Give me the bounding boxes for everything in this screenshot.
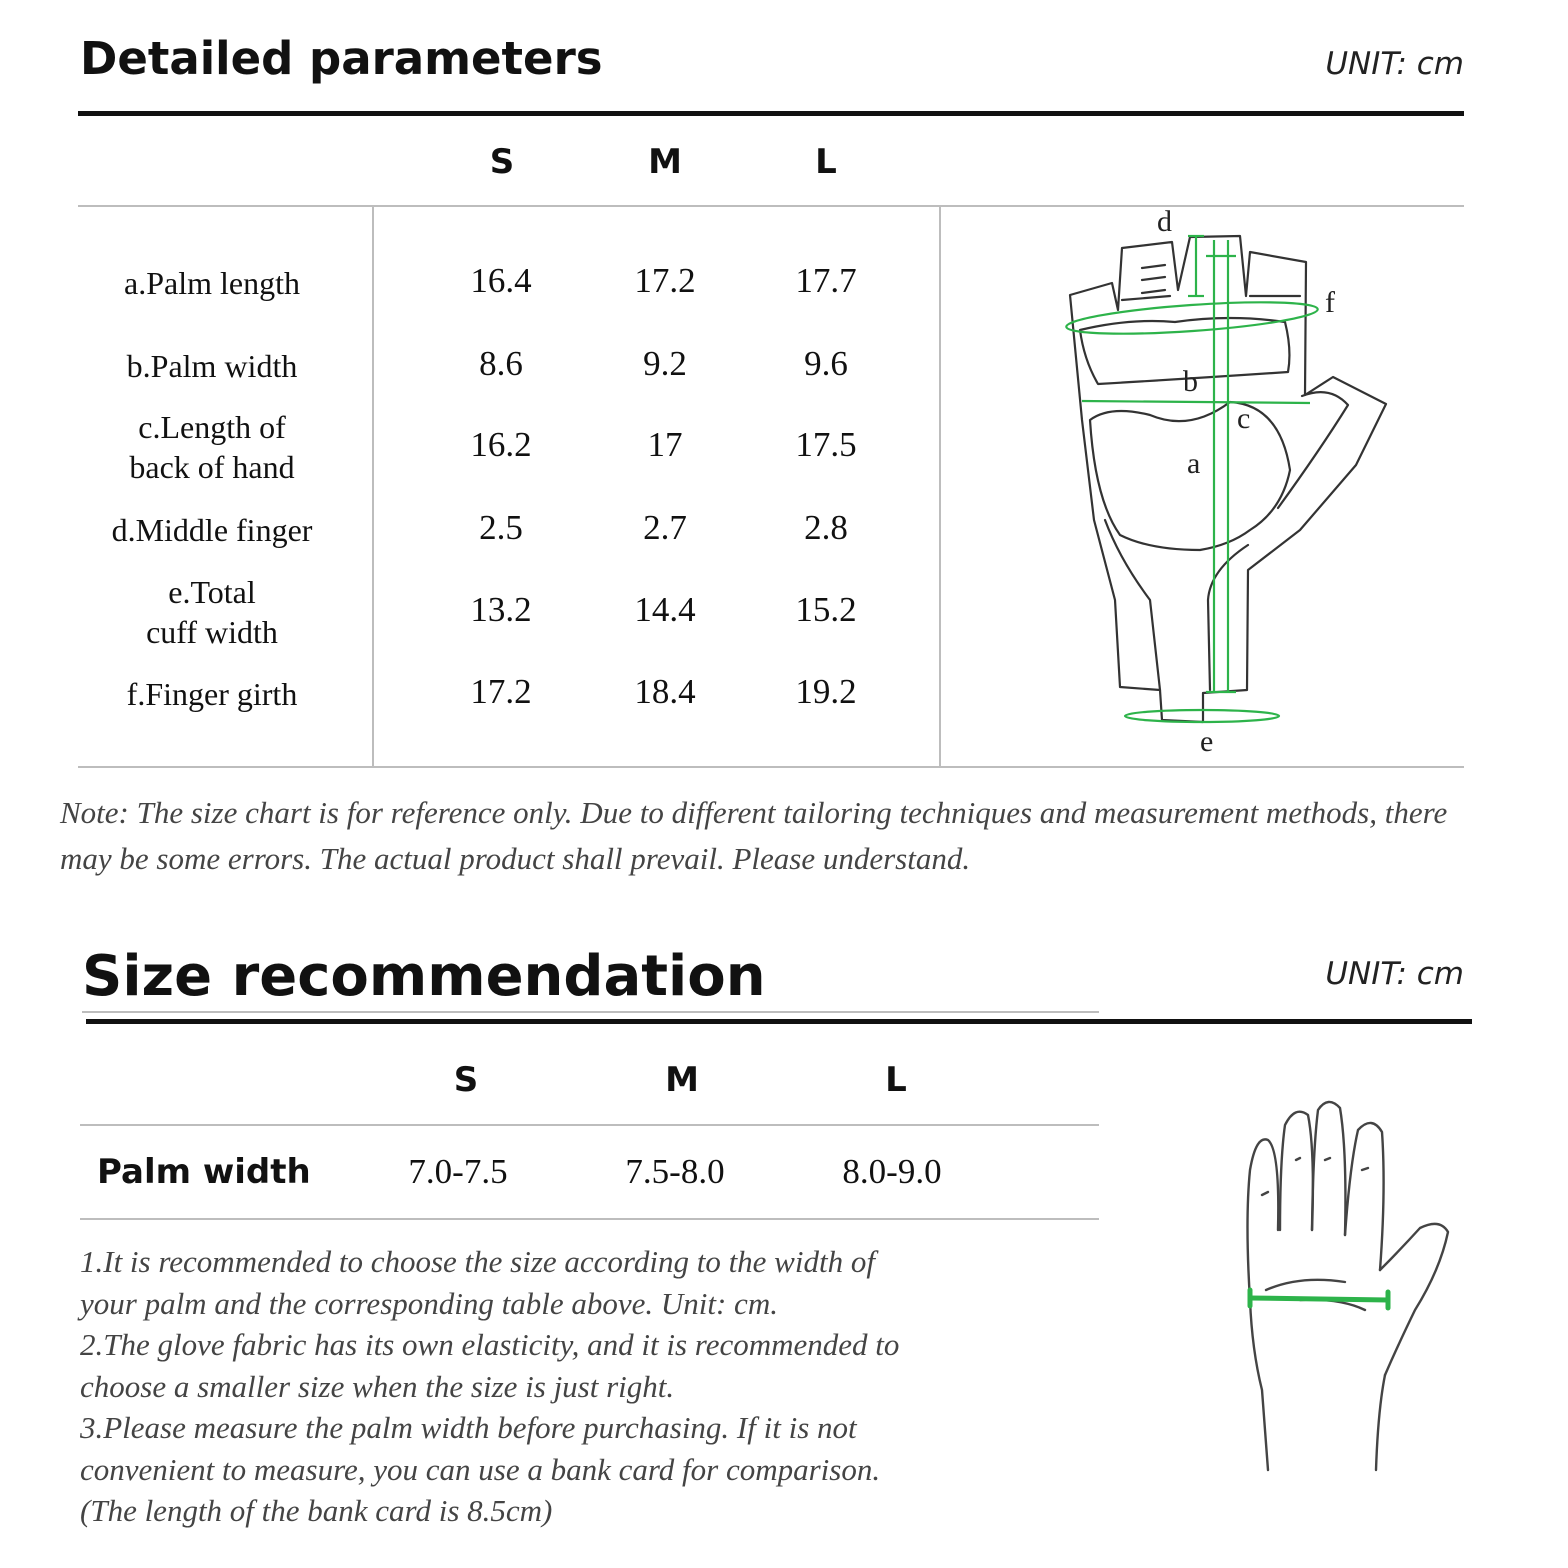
rec-size-header-s: S — [453, 1060, 479, 1100]
diagram-letter-f: f — [1325, 286, 1335, 319]
rec-size-header-l: L — [885, 1060, 907, 1100]
diagram-letter-c: c — [1237, 402, 1251, 435]
rec-note-line: your palm and the corresponding table above. Unit: cm. — [80, 1285, 778, 1321]
glove-measurement-diagram — [1040, 200, 1420, 765]
cell-value: 2.5 — [479, 508, 523, 547]
cell-value: 13.2 — [470, 590, 532, 629]
cell-value: 17.2 — [470, 672, 532, 711]
cell-value: 2.8 — [804, 508, 848, 547]
diagram-letter-a: a — [1187, 447, 1201, 480]
rec-value-s: 7.0-7.5 — [408, 1152, 508, 1191]
cell-value: 9.6 — [804, 344, 848, 383]
cell-value: 15.2 — [795, 590, 857, 629]
diagram-letter-e: e — [1200, 725, 1214, 758]
cell-value: 17 — [647, 425, 683, 464]
row-label-finger-girth: f.Finger girth — [126, 676, 298, 712]
rec-table-header-divider — [80, 1124, 1099, 1126]
rec-note-line: 3.Please measure the palm width before purchasing. If it is not — [80, 1410, 857, 1445]
cell-value: 17.5 — [795, 425, 857, 464]
row-label-palm-width: b.Palm width — [126, 348, 298, 384]
cell-value: 18.4 — [634, 672, 696, 711]
diagram-column-divider — [939, 207, 941, 767]
rec-note-line: 1.It is recommended to choose the size according to the width of — [80, 1244, 875, 1279]
section1-heavy-rule — [78, 111, 1464, 116]
section1-title: Detailed parameters — [80, 32, 603, 85]
cell-value: 16.2 — [470, 425, 532, 464]
size-chart-note: Note: The size chart is for reference only. Due to different tailoring techniques and measurement methods, there may be some errors. The actual product shall prevail. Please understand. — [60, 795, 1448, 876]
cell-value: 2.7 — [643, 508, 687, 547]
size-header-m: M — [648, 142, 682, 182]
cell-value: 17.7 — [795, 261, 857, 300]
cell-value: 8.6 — [479, 344, 523, 383]
recommendation-notes — [80, 1241, 1080, 1532]
rec-note-line: choose a smaller size when the size is just right. — [80, 1368, 675, 1404]
diagram-letter-b: b — [1183, 365, 1198, 398]
row-label-back-of-hand: c.Length of back of hand — [129, 409, 295, 485]
label-column-divider — [372, 207, 374, 767]
table-bottom-divider — [78, 766, 1464, 768]
cell-value: 19.2 — [795, 672, 857, 711]
section2-heavy-rule — [86, 1019, 1472, 1024]
rec-row-label-palm-width: Palm width — [97, 1152, 311, 1192]
rec-note-line: 2.The glove fabric has its own elasticity, and it is recommended to — [80, 1327, 900, 1362]
size-header-s: S — [489, 142, 515, 182]
section2-title: Size recommendation — [82, 944, 766, 1009]
cell-value: 14.4 — [634, 590, 696, 629]
section2-unit: UNIT: cm — [1325, 956, 1464, 992]
rec-value-m: 7.5-8.0 — [625, 1152, 725, 1191]
row-label-palm-length: a.Palm length — [124, 265, 300, 301]
rec-note-line: convenient to measure, you can use a bank card for comparison. — [80, 1451, 881, 1487]
cell-value: 9.2 — [643, 344, 687, 383]
row-label-middle-finger: d.Middle finger — [111, 512, 313, 548]
rec-table-bottom-divider — [80, 1218, 1099, 1220]
rec-size-header-m: M — [665, 1060, 699, 1100]
cell-value: 16.4 — [470, 261, 532, 300]
section2-title-underline — [82, 1011, 1099, 1013]
hand-palm-width-illustration — [1230, 1095, 1470, 1480]
diagram-letter-d: d — [1157, 205, 1172, 238]
rec-value-l: 8.0-9.0 — [842, 1152, 942, 1191]
rec-note-line: (The length of the bank card is 8.5cm) — [80, 1493, 553, 1528]
section1-unit: UNIT: cm — [1325, 46, 1464, 82]
cell-value: 17.2 — [634, 261, 696, 300]
size-header-l: L — [815, 142, 837, 182]
row-label-cuff-width: e.Total cuff width — [146, 574, 278, 650]
